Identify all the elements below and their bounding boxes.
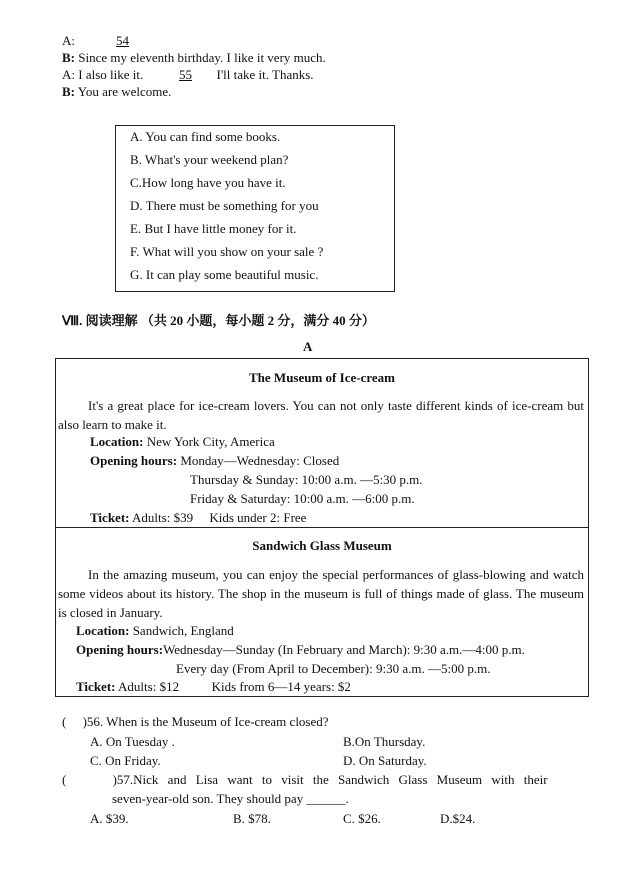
option: B. What's your weekend plan? [130,152,289,167]
museum2-desc: In the amazing museum, you can enjoy the special performances of glass-blowing and watch some videos about its history. The shop in the museum is full of things made of glass. The museum is closed in January. [58,567,584,620]
choice[interactable]: D. On Saturday. [343,753,427,768]
divider [56,527,588,528]
option: G. It can play some beautiful music. [130,267,319,282]
museum1-title: The Museum of Ice-cream [249,370,395,385]
museum2-title: Sandwich Glass Museum [252,538,392,553]
choice[interactable]: B.On Thursday. [343,734,426,749]
option: F. What will you show on your sale ? [130,244,324,259]
museum1-location: Location: New York City, America [90,434,275,449]
option: E. But I have little money for it. [130,221,297,236]
choice[interactable]: D.$24. [440,811,476,826]
museum1-hours-line: Friday & Saturday: 10:00 a.m. —6:00 p.m. [190,491,415,506]
museum1-desc: It's a great place for ice-cream lovers. You can not only taste different kinds of ice-cream but also learn to make it. [58,398,584,432]
dialogue-line: A: I also like it. 55 I'll take it. Thanks. [62,67,314,82]
choice[interactable]: A. $39. [90,811,129,826]
choice[interactable]: A. On Tuesday . [90,734,175,749]
museum-info-box [55,358,589,697]
question-56: ( )56. When is the Museum of Ice-cream closed? [62,714,329,729]
option: A. You can find some books. [130,129,281,144]
museum2-hours-line: Every day (From April to December): 9:30 a.m. —5:00 p.m. [176,661,491,676]
option: D. There must be something for you [130,198,319,213]
part-label: A [303,339,313,354]
option: C.How long have you have it. [130,175,286,190]
choice[interactable]: C. On Friday. [90,753,161,768]
question-57: ( )57.Nick and Lisa want to visit the Sandwich Glass Museum with their [62,772,548,787]
dialogue-line: B: Since my eleventh birthday. I like it very much. [62,50,326,65]
museum2-ticket: Ticket: Adults: $12 Kids from 6—14 years: $2 [76,679,351,694]
options-box [115,125,395,292]
dialogue-line: B: You are welcome. [62,84,172,99]
museum2-hours: Opening hours:Wednesday—Sunday (In February and March): 9:30 a.m.—4:00 p.m. [76,642,525,657]
museum1-hours: Opening hours: Monday—Wednesday: Closed [90,453,340,468]
section-heading: Ⅷ. 阅读理解 （共 20 小题，每小题 2 分，满分 40 分） [62,313,375,328]
choice[interactable]: B. $78. [233,811,271,826]
museum1-hours-line: Thursday & Sunday: 10:00 a.m. —5:30 p.m. [190,472,423,487]
museum2-location: Location: Sandwich, England [76,623,234,638]
choice[interactable]: C. $26. [343,811,381,826]
blank-54[interactable]: 54 [116,33,129,48]
blank-55[interactable]: 55 [179,67,192,82]
question-57-cont: seven-year-old son. They should pay ______. [112,791,349,806]
dialogue-line: A: 54 [62,33,170,49]
museum1-ticket: Ticket: Adults: $39 Kids under 2: Free [90,510,307,525]
